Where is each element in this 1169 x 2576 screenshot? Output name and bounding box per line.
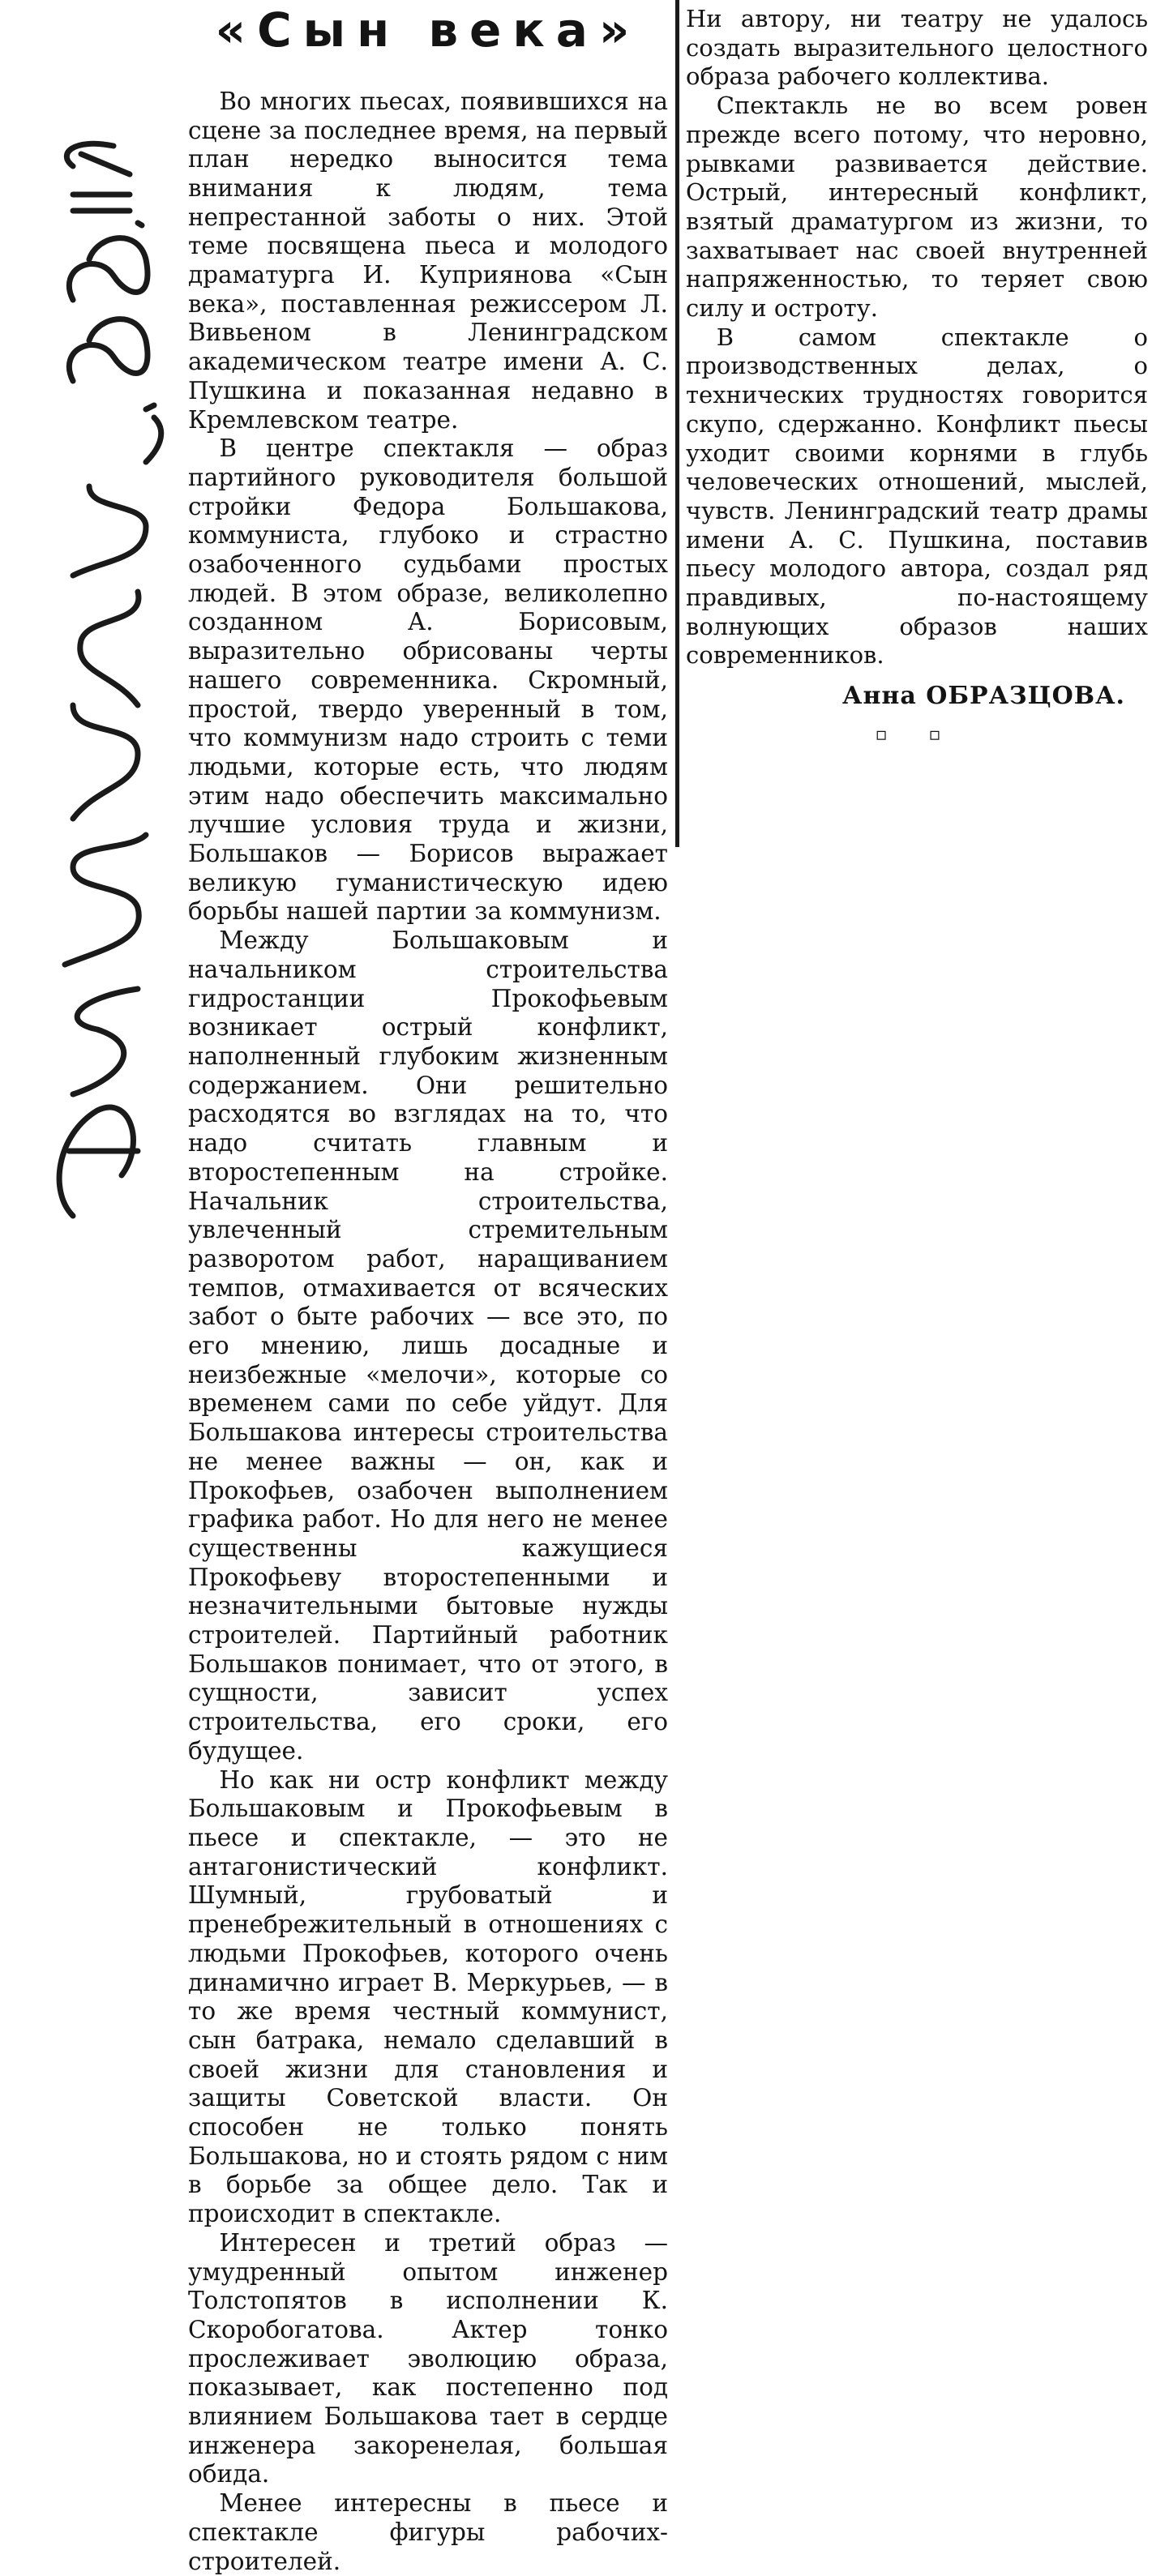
article-paragraph: Интересен и третий образ — умудренный опытом инженер Толстопятов в исполнении К. Скоробогатова. Актер тонко прослеживает эволюцию образа, показывает, как постепенно под влиянием Большакова тает в сердце инженера закоренелая, большая обида. [188,2228,668,2488]
article-title: «Сын века» [215,2,641,58]
article-paragraph: Во многих пьесах, появившихся на сцене за последнее время, на первый план нередко выносится тема внимания к людям, тема непрестанной заботы о них. Этой теме посвящена пьеса и молодого драматурга И. Куприянова «Сын века», поставленная режиссером Л. Вивьеном в Ленинградском академическом театре имени А. С. Пушкина и показанная недавно в Кремлевском театре. [188,87,668,434]
end-marks: ▫ ▫ [875,725,959,746]
column-divider [675,0,679,847]
article-paragraph: Ни автору, ни театру не удалось создать выразительного целостного образа рабочего коллектива. [686,5,1148,91]
article-paragraph: Но как ни остр конфликт между Большаковым и Прокофьевым в пьесе и спектакле, — это не антагонистический конфликт. Шумный, грубоватый и пренебрежительный в отношениях с людьми Прокофьев, которого очень динамично играет В. Меркурьев, — в то же время честный коммунист, сын батрака, немало сделавший в своей жизни для становления и защиты Советской власти. Он способен не только понять Большакова, но и стоять рядом с ним в борьбе за общее дело. Так и происходит в спектакле. [188,1765,668,2228]
article-paragraph: Между Большаковым и начальником строительства гидростанции Прокофьевым возникает острый конфликт, наполненный глубоким жизненным содержанием. Они решительно расходятся во взглядах на то, что надо считать главным и второстепенным на стройке. Начальник строительства, увлеченный стремительным разворотом работ, наращиванием темпов, отмахивается от всяческих забот о быте рабочих — все это, по его мнению, лишь досадные и неизбежные «мелочи», которые со временем сами по себе уйдут. Для Большакова интересы строительства не менее важны — он, как и Прокофьев, озабочен выполнением графика работ. Но для него не менее существенны кажущиеся Прокофьеву второстепенными и незначительными бытовые нужды строителей. Партийный работник Большаков понимает, что от этого, в сущности, зависит успех строительства, его сроки, его будущее. [188,926,668,1765]
article-paragraph: Менее интересны в пьесе и спектакле фигуры рабочих-строителей. [188,2489,668,2575]
article-paragraph: В центре спектакля — образ партийного руководителя большой стройки Федора Большакова, коммуниста, глубоко и страстно озабоченного судьбами простых людей. В этом образе, великолепно созданном А. Борисовым, выразительно обрисованы черты нашего современника. Скромный, простой, твердо уверенный в том, что коммунизм надо строить с теми людьми, которые есть, что людям этим надо обеспечить максимально лучшие условия труда и жизни, Большаков — Борисов выражает великую гуманистическую идею борьбы нашей партии за коммунизм. [188,434,668,926]
article-paragraph: Спектакль не во всем ровен прежде всего потому, что неровно, рывками развивается действие. Острый, интересный конфликт, взятый драматургом из жизни, то захватывает нас своей внутренней напряженностью, то теряет свою силу и остроту. [686,92,1148,323]
author-signature: Анна ОБРАЗЦОВА. [842,682,1125,711]
handwritten-note [24,138,186,1256]
article-paragraph: В самом спектакле о производственных делах, о технических трудностях говорится скупо, сдержанно. Конфликт пьесы уходит своими корнями в глубь человеческих отношений, мыслей, чувств. Ленинградский театр драмы имени А. С. Пушкина, поставив пьесу молодого автора, создал ряд правдивых, по-настоящему волнующих образов наших современников. [686,323,1148,670]
article-left-column [188,2,668,2576]
article-right-column [686,5,1148,745]
